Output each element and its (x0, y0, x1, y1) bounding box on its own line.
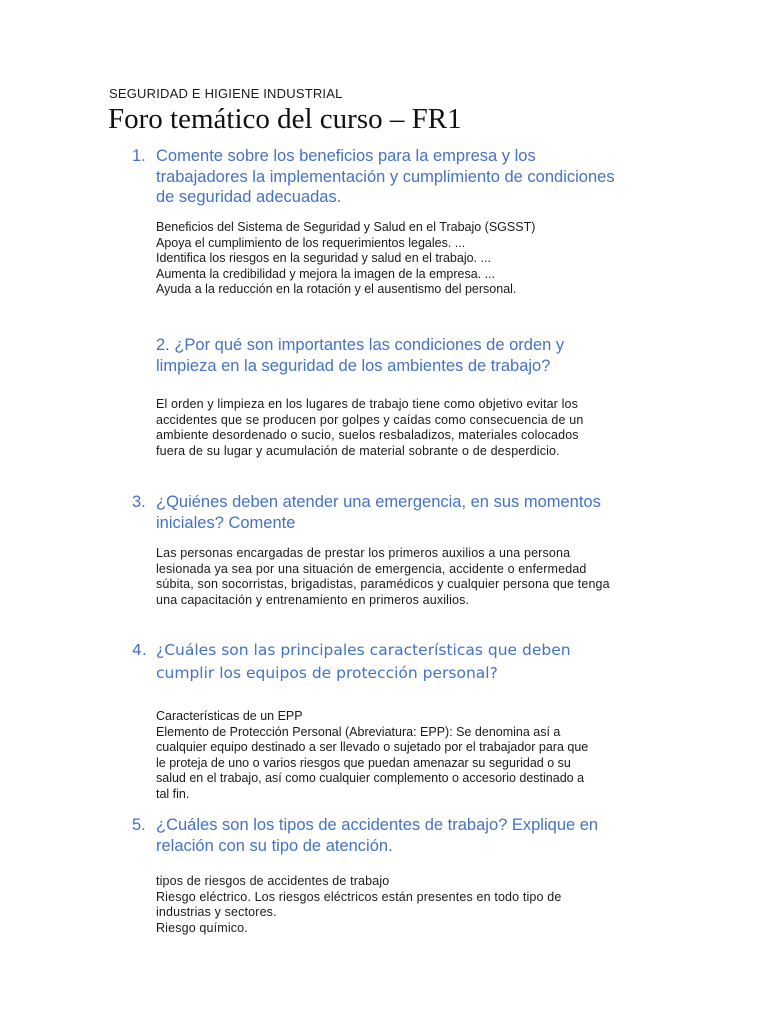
answer-line: industrias y sectores. (156, 905, 277, 919)
question-4 (132, 639, 676, 685)
answer-line: cualquier equipo destinado a ser llevado o sujetado por el trabajador para que (156, 740, 589, 754)
question-line: ¿Cuáles son las principales características que deben (156, 641, 571, 659)
question-line: de seguridad adecuadas. (156, 188, 342, 206)
answer-line: Riesgo químico. (156, 920, 248, 935)
answer-line: tipos de riesgos de accidentes de trabajo (156, 874, 390, 888)
answer-line: una capacitación y entrenamiento en primeros auxilios. (156, 592, 470, 607)
answer-line: Aumenta la credibilidad y mejora la imagen de la empresa. ... (156, 266, 496, 281)
course-subject: SEGURIDAD E HIGIENE INDUSTRIAL (109, 86, 343, 101)
answer-line: le proteja de uno o varios riesgos que puedan amenazar su seguridad o su (156, 755, 571, 770)
answer-5 (156, 874, 676, 936)
answer-line: Características de un EPP (156, 709, 303, 723)
question-2 (156, 335, 676, 376)
answer-3 (156, 546, 676, 608)
question-number: 4. (132, 641, 147, 659)
answer-line: salud en el trabajo, así como cualquier complemento o accesorio destinado a (156, 771, 585, 785)
question-3 (132, 492, 676, 533)
answer-line: Riesgo eléctrico. Los riesgos eléctricos están presentes en todo tipo de (156, 889, 562, 904)
answer-line: tal fin. (156, 786, 190, 801)
answer-line: Beneficios del Sistema de Seguridad y Salud en el Trabajo (SGSST) (156, 220, 536, 234)
question-number: 5. (132, 816, 146, 834)
question-number: 1. (132, 147, 146, 165)
answer-line: lesionada ya sea por una situación de emergencia, accidente o enfermedad (156, 561, 587, 576)
answer-line: El orden y limpieza en los lugares de trabajo tiene como objetivo evitar los (156, 397, 579, 411)
answer-line: Elemento de Protección Personal (Abreviatura: EPP): Se denomina así a (156, 724, 561, 739)
answer-4 (156, 709, 676, 802)
answer-line: fuera de su lugar y acumulación de material sobrante o de desperdicio. (156, 443, 560, 458)
answer-line: Ayuda a la reducción en la rotación y el ausentismo del personal. (156, 282, 517, 296)
question-line: limpieza en la seguridad de los ambientes de trabajo? (156, 356, 551, 375)
question-line: ¿Cuáles son los tipos de accidentes de trabajo? Explique en (156, 816, 599, 834)
answer-line: Apoya el cumplimiento de los requerimientos legales. ... (156, 235, 466, 250)
answer-line: súbita, son socorristas, brigadistas, paramédicos y cualquier persona que tenga (156, 577, 610, 591)
question-line: Comente sobre los beneficios para la empresa y los (156, 147, 536, 165)
question-1 (132, 146, 676, 208)
question-5 (132, 815, 676, 856)
question-line: ¿Quiénes deben atender una emergencia, en sus momentos (156, 493, 601, 511)
question-line: trabajadores la implementación y cumplimiento de condiciones (156, 167, 615, 186)
question-line: cumplir los equipos de protección personal? (156, 664, 498, 682)
question-line: relación con su tipo de atención. (156, 836, 393, 855)
answer-line: Las personas encargadas de prestar los primeros auxilios a una persona (156, 546, 571, 560)
question-line: iniciales? Comente (156, 513, 296, 532)
answer-1 (156, 220, 676, 298)
answer-line: accidentes que se producen por golpes y caídas como consecuencia de un (156, 412, 584, 427)
answer-line: ambiente desordenado o sucio, suelos resbaladizos, materiales colocados (156, 428, 579, 442)
answer-line: Identifica los riesgos en la seguridad y salud en el trabajo. ... (156, 251, 491, 265)
page-title: Foro temático del curso – FR1 (108, 103, 462, 135)
question-number: 3. (132, 493, 146, 511)
answer-2 (156, 397, 676, 459)
question-line: 2. ¿Por qué son importantes las condiciones de orden y (156, 336, 565, 354)
